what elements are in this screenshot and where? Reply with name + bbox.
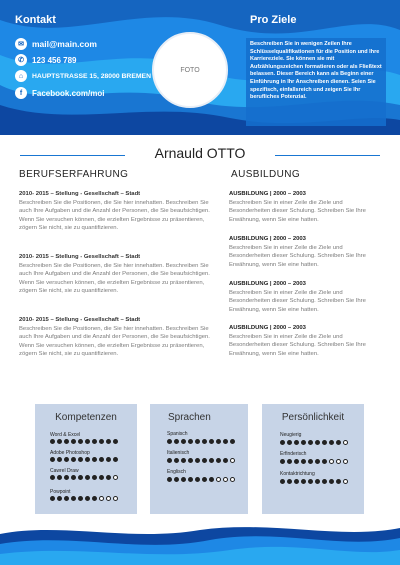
rating-dot-filled (308, 440, 313, 445)
experience-heading: BERUFSERFAHRUNG (19, 169, 129, 180)
experience-item-title: 2010- 2015 – Stellung - Gesellschaft – Stadt (19, 254, 141, 260)
rating-dot-filled (202, 458, 207, 463)
rating-dot-filled (209, 458, 214, 463)
rating-dot-filled (71, 475, 76, 480)
rating-dot-empty (113, 496, 118, 501)
experience-item-title: 2010- 2015 – Stellung - Gesellschaft – Stadt (19, 191, 141, 197)
trait-label: Neugierig (280, 432, 302, 438)
education-item-title: AUSBILDUNG | 2000 – 2003 (229, 325, 306, 331)
contact-address-text: HAUPTSTRASSE 15, 28000 BREMEN (32, 72, 151, 80)
rating-dot-empty (99, 496, 104, 501)
contact-address (15, 69, 151, 83)
rating-dot-filled (57, 496, 62, 501)
rating-dot-filled (78, 475, 83, 480)
rating-dot-filled (308, 479, 313, 484)
language-label: Englisch (167, 469, 186, 475)
rating-dot-filled (287, 459, 292, 464)
rating-dot-filled (181, 477, 186, 482)
rating-dot-filled (223, 458, 228, 463)
skill-label: Adobe Photoshop (50, 450, 90, 456)
rating-dot-filled (287, 479, 292, 484)
competences-panel (35, 404, 137, 514)
experience-item-title: 2010- 2015 – Stellung - Gesellschaft – Stadt (19, 317, 141, 323)
rating-dot-filled (57, 475, 62, 480)
experience-item (19, 316, 214, 359)
rating-dot-filled (85, 439, 90, 444)
rating-dot-filled (301, 440, 306, 445)
rating-dot-filled (188, 439, 193, 444)
facebook-icon: f (15, 87, 27, 99)
rating-dot-filled (181, 439, 186, 444)
rating-dot-filled (167, 458, 172, 463)
rating-dot-filled (322, 479, 327, 484)
rating-dot-filled (85, 457, 90, 462)
contact-social[interactable] (15, 86, 104, 100)
photo-placeholder (152, 32, 228, 108)
competences-title: Kompetenzen (55, 412, 117, 423)
footer-waves (0, 522, 400, 565)
rating-dot-filled (113, 439, 118, 444)
rating-dot-filled (85, 496, 90, 501)
phone-icon: ✆ (15, 54, 27, 66)
rating-dot-empty (336, 459, 341, 464)
rating-dot-filled (188, 477, 193, 482)
rating-dot-filled (57, 457, 62, 462)
rating-dot-filled (301, 479, 306, 484)
language-rating (167, 439, 237, 444)
rating-dot-filled (336, 440, 341, 445)
rating-dot-filled (174, 439, 179, 444)
rating-dot-filled (181, 458, 186, 463)
rating-dot-filled (294, 479, 299, 484)
language-label: Spanisch (167, 431, 188, 437)
rating-dot-filled (174, 477, 179, 482)
experience-item-text: Beschreiben Sie die Positionen, die Sie hier innehatten. Beschreiben Sie auch Ihre Aufgaben und die Anzahl der Personen, die Sie beaufsichtigen. Wenn Sie versuchen können, die erzielten Ergebnisse zu präsentieren, zögern Sie nicht, sie zu quantifizieren. (19, 199, 210, 232)
contact-social-text: Facebook.com/moi (32, 88, 105, 98)
experience-item (19, 190, 214, 233)
education-item (229, 235, 379, 269)
contact-title: Kontakt (15, 14, 56, 26)
experience-item-text: Beschreiben Sie die Positionen, die Sie hier innehatten. Beschreiben Sie auch Ihre Aufgaben und die Anzahl der Personen, die Sie beaufsichtigen. Wenn Sie versuchen können, die erzielten Ergebnisse zu präsentieren, zögern Sie nicht, sie zu quantifizieren. (19, 262, 210, 295)
rating-dot-filled (280, 440, 285, 445)
rating-dot-empty (113, 475, 118, 480)
languages-title: Sprachen (168, 412, 211, 423)
goals-title: Pro Ziele (250, 14, 297, 26)
rating-dot-filled (64, 439, 69, 444)
rating-dot-filled (202, 477, 207, 482)
rating-dot-empty (230, 477, 235, 482)
rating-dot-filled (71, 439, 76, 444)
rating-dot-filled (294, 459, 299, 464)
personality-panel (262, 404, 364, 514)
person-name: Arnauld OTTO (154, 145, 246, 161)
rating-dot-empty (223, 477, 228, 482)
rating-dot-filled (209, 439, 214, 444)
education-item (229, 324, 379, 358)
rating-dot-filled (50, 439, 55, 444)
rating-dot-filled (315, 479, 320, 484)
rating-dot-empty (106, 496, 111, 501)
rating-dot-filled (322, 440, 327, 445)
skill-rating (50, 439, 120, 444)
rating-dot-empty (343, 440, 348, 445)
rating-dot-filled (113, 457, 118, 462)
home-icon: ⌂ (15, 70, 27, 82)
skill-label: Cawrel Draw (50, 468, 79, 474)
rating-dot-filled (85, 475, 90, 480)
education-item-text: Beschreiben Sie in einer Zeile die Ziele und Besonderheiten dieser Schulung. Schreiben Sie Ihre Erwähnung, wenn Sie eine hatten. (229, 289, 366, 313)
experience-item-text: Beschreiben Sie die Positionen, die Sie hier innehatten. Beschreiben Sie auch Ihre Aufgaben und die Anzahl der Personen, die Sie beaufsichtigen. Wenn Sie versuchen können, die erzielten Ergebnisse zu präsentieren, zögern Sie nicht, sie zu quantifizieren. (19, 325, 210, 358)
rating-dot-filled (329, 479, 334, 484)
rating-dot-filled (329, 440, 334, 445)
rating-dot-filled (50, 496, 55, 501)
rating-dot-filled (78, 496, 83, 501)
skill-label: Powpoint (50, 489, 71, 495)
trait-label: Erfinderisch (280, 451, 307, 457)
education-item (229, 280, 379, 314)
rating-dot-filled (174, 458, 179, 463)
contact-phone-text: 123 456 789 (32, 55, 77, 65)
rating-dot-filled (92, 457, 97, 462)
rating-dot-filled (308, 459, 313, 464)
rating-dot-filled (216, 458, 221, 463)
contact-email-text: mail@main.com (32, 39, 97, 49)
trait-label: Kontaktrichtung (280, 471, 315, 477)
rating-dot-filled (195, 439, 200, 444)
rating-dot-filled (167, 477, 172, 482)
rating-dot-filled (92, 496, 97, 501)
rating-dot-filled (336, 479, 341, 484)
rating-dot-filled (64, 475, 69, 480)
personality-title: Persönlichkeit (281, 412, 345, 423)
trait-rating (280, 440, 350, 445)
education-item-text: Beschreiben Sie in einer Zeile die Ziele und Besonderheiten dieser Schulung. Schreiben Sie Ihre Erwähnung, wenn Sie eine hatten. (229, 199, 366, 223)
goals-text: Beschreiben Sie in wenigen Zeilen Ihre Schlüsselqualifikationen für die Position und Ihre Karriereziele. Sie können sie mit Aufzählungszeichen formatieren oder als Fließtext belassen. Dieser Bereich kann als Beginn einer Einführung in Ihr Anschreiben dienen. Seien Sie spezifisch, einfallsreich und zeigen Sie Ihr berufliches Potenzial. (246, 38, 386, 126)
rating-dot-filled (287, 440, 292, 445)
trait-rating (280, 479, 350, 484)
education-item-title: AUSBILDUNG | 2000 – 2003 (229, 236, 306, 242)
education-item (229, 190, 379, 224)
rating-dot-filled (64, 457, 69, 462)
rating-dot-filled (99, 475, 104, 480)
rating-dot-filled (99, 439, 104, 444)
photo-label: FOTO (180, 66, 200, 74)
rating-dot-filled (78, 439, 83, 444)
rating-dot-filled (195, 458, 200, 463)
contact-email[interactable] (15, 37, 97, 51)
rating-dot-filled (216, 439, 221, 444)
rating-dot-filled (209, 477, 214, 482)
skill-rating (50, 475, 120, 480)
rating-dot-filled (50, 457, 55, 462)
rating-dot-filled (71, 496, 76, 501)
rating-dot-filled (106, 475, 111, 480)
envelope-icon: ✉ (15, 38, 27, 50)
skill-rating (50, 496, 120, 501)
rating-dot-filled (188, 458, 193, 463)
rating-dot-empty (230, 458, 235, 463)
language-rating (167, 458, 237, 463)
rating-dot-filled (315, 440, 320, 445)
rating-dot-filled (50, 475, 55, 480)
rating-dot-filled (322, 459, 327, 464)
rating-dot-filled (294, 440, 299, 445)
rating-dot-filled (99, 457, 104, 462)
rating-dot-filled (64, 496, 69, 501)
skill-label: Word & Excel (50, 432, 81, 438)
footer-waves-shape (0, 522, 400, 565)
skill-rating (50, 457, 120, 462)
rating-dot-filled (78, 457, 83, 462)
rating-dot-filled (71, 457, 76, 462)
rating-dot-filled (106, 457, 111, 462)
rating-dot-filled (106, 439, 111, 444)
rating-dot-filled (167, 439, 172, 444)
education-heading: AUSBILDUNG (231, 169, 301, 180)
rating-dot-filled (92, 439, 97, 444)
education-item-title: AUSBILDUNG | 2000 – 2003 (229, 281, 306, 287)
trait-rating (280, 459, 350, 464)
rating-dot-filled (301, 459, 306, 464)
rating-dot-filled (315, 459, 320, 464)
experience-item (19, 253, 214, 296)
rating-dot-filled (230, 439, 235, 444)
education-item-text: Beschreiben Sie in einer Zeile die Ziele und Besonderheiten dieser Schulung. Schreiben Sie Ihre Erwähnung, wenn Sie eine hatten. (229, 333, 366, 357)
rating-dot-empty (343, 479, 348, 484)
rating-dot-filled (92, 475, 97, 480)
education-item-text: Beschreiben Sie in einer Zeile die Ziele und Besonderheiten dieser Schulung. Schreiben Sie Ihre Erwähnung, wenn Sie eine hatten. (229, 244, 366, 268)
languages-panel (150, 404, 248, 514)
rating-dot-filled (223, 439, 228, 444)
rating-dot-filled (280, 459, 285, 464)
language-label: Italienisch (167, 450, 190, 456)
education-item-title: AUSBILDUNG | 2000 – 2003 (229, 191, 306, 197)
rating-dot-empty (343, 459, 348, 464)
rating-dot-filled (195, 477, 200, 482)
contact-phone[interactable] (15, 53, 77, 67)
rating-dot-filled (57, 439, 62, 444)
rating-dot-empty (329, 459, 334, 464)
rating-dot-empty (216, 477, 221, 482)
rating-dot-filled (280, 479, 285, 484)
language-rating (167, 477, 237, 482)
rating-dot-filled (202, 439, 207, 444)
